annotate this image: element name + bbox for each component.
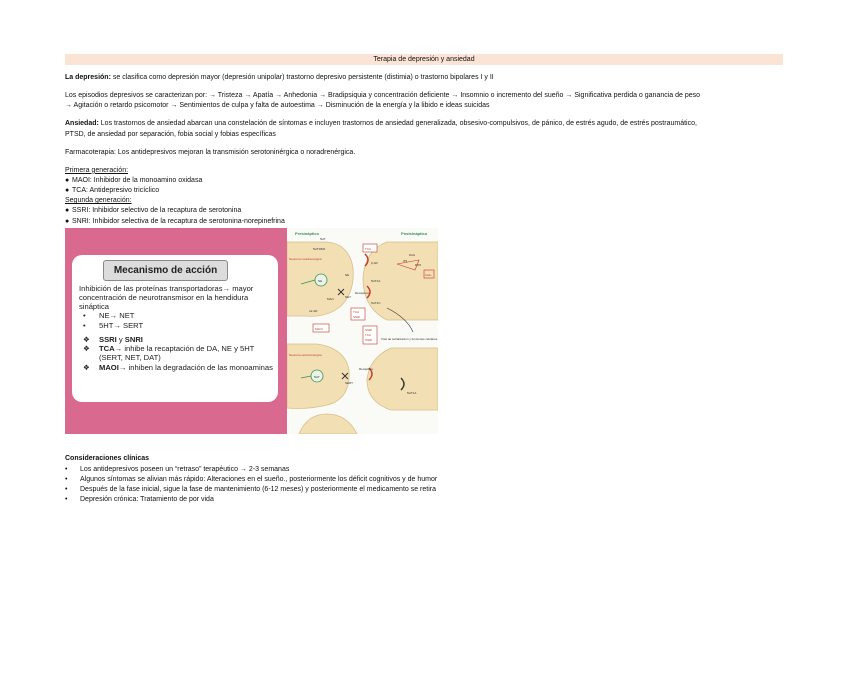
list-item-text: TCA: Antidepresivo tricíclico xyxy=(72,187,160,195)
ansiedad-paragraph xyxy=(65,119,783,139)
list-item xyxy=(65,465,783,475)
diagram-label: MAOI xyxy=(315,326,323,331)
segunda-generacion-title: Segunda generación: xyxy=(65,197,132,205)
diagram-label: TCA xyxy=(353,309,359,314)
diagram-label: 5HT1A xyxy=(407,390,417,395)
diagram-label: 5HT1B/D xyxy=(313,246,326,251)
list-item-text: SNRI: Inhibidor selectiva de la recaptura de serotonina-norepinefrina xyxy=(72,217,285,225)
bullet-icon: ● xyxy=(65,187,70,195)
episodios-line-1: Los episodios depresivos se caracterizan por: → Tristeza → Apatía → Anhedonia → Bradipsiquia y concentración deficiente → Insomnio o incremento del sueño → Significativa perdida o ganancia de peso xyxy=(65,92,701,100)
card-body xyxy=(79,284,275,372)
card-sub-item-text: 5HT→ SERT xyxy=(99,320,144,330)
diagram-label: SSRI xyxy=(365,327,373,332)
diagram-label: SNRI xyxy=(365,337,373,342)
diagram-label: MAO xyxy=(327,296,334,301)
depresion-label: La depresión: xyxy=(65,74,111,81)
diagram-label: DAG xyxy=(409,252,416,257)
slide-background xyxy=(65,228,287,434)
diagram-label: 5HT xyxy=(314,374,320,379)
bullet-icon: • xyxy=(83,311,86,321)
card-drug-item xyxy=(79,335,275,344)
list-item-text: SSRI: Inhibidor selectivo de la recaptura de serotonina xyxy=(72,207,242,215)
label-recapture: Recaptura xyxy=(359,366,373,371)
ansiedad-label: Ansiedad: xyxy=(65,120,99,128)
diamond-bullet-icon: ❖ xyxy=(83,362,90,372)
bullet-icon: ● xyxy=(65,176,70,184)
card-sub-item-text: NE→ NET xyxy=(99,311,135,321)
list-item xyxy=(65,495,783,505)
list-item xyxy=(65,217,783,227)
card-sub-item xyxy=(79,321,275,330)
label-noradrenergic: Neurona noradrenérgica xyxy=(289,256,322,261)
synapse-diagram xyxy=(287,228,438,434)
episodios-paragraph xyxy=(65,91,783,111)
card-title: Mecanismo de acción xyxy=(103,260,228,281)
drug-description: → inhibe la recaptación de DA, NE y 5HT (SERT, NET, DAT) xyxy=(99,344,255,363)
label-recapture: Recaptura xyxy=(355,290,369,295)
diagram-label: NET xyxy=(345,294,351,299)
label-signaling: Vías de señalización y funciones celulares xyxy=(381,336,438,341)
document-title: Terapia de depresión y ansiedad xyxy=(65,54,783,65)
diagram-label: Ca2+ xyxy=(425,272,432,277)
diagram-label: PIP2 xyxy=(415,262,422,267)
bullet-icon: • xyxy=(83,320,86,330)
depresion-text: se clasifica como depresión mayor (depresión unipolar) trastorno depresivo persistente (distimia) o trastorno bipolares I y II xyxy=(110,74,494,81)
card-sub-item xyxy=(79,311,275,320)
drug-name: MAOI xyxy=(99,362,119,372)
label-postsynaptic: Postsináptico xyxy=(401,230,428,236)
list-item xyxy=(65,206,783,216)
ansiedad-line-2: PTSD, de ansiedad por separación, fobia social y fobias específicas xyxy=(65,130,276,138)
drug-name: SNRI xyxy=(124,334,143,344)
neuron-terminal xyxy=(299,414,357,434)
mechanism-figure xyxy=(65,228,438,434)
drug-connector: y xyxy=(116,334,125,344)
diagram-label: 5HT2C xyxy=(371,300,381,305)
diagram-label: β AR xyxy=(371,260,378,265)
drug-name: TCA xyxy=(99,344,115,354)
diagram-label: 5HT2A xyxy=(371,278,381,283)
diagram-label: SNRI xyxy=(353,314,361,319)
bullet-icon: ● xyxy=(65,207,70,215)
bullet-icon: ● xyxy=(65,217,70,225)
list-item-text: Algunos síntomas se alivian más rápido: Alteraciones en el sueño., posteriormente los déficit cognitivos y de humor xyxy=(80,475,438,483)
label-presynaptic: Presináptico xyxy=(295,230,320,236)
diagram-label: TCA xyxy=(365,246,371,251)
consideraciones-title: Consideraciones clínicas xyxy=(65,454,150,462)
diagram-label: NE xyxy=(345,272,350,277)
episodios-line-2: → Agitación o retardo psicomotor → Sentimientos de culpa y falta de autoestima → Disminución de la energía y la libido e ideas suicidas xyxy=(65,102,490,110)
list-item-text: Los antidepresivos poseen un “retraso” terapéutico → 2-3 semanas xyxy=(80,465,290,473)
diamond-bullet-icon: ❖ xyxy=(83,334,90,344)
list-item xyxy=(65,485,783,495)
list-item xyxy=(65,475,783,485)
diagram-label: TCA xyxy=(365,332,371,337)
drug-description: → inhiben la degradación de las monoaminas xyxy=(118,362,273,372)
bullet-icon: • xyxy=(65,475,68,483)
list-item-text: Depresión crónica: Tratamiento de por vida xyxy=(80,496,214,504)
label-serotonergic: Neurona serotoninérgica xyxy=(289,352,322,357)
card-drug-item xyxy=(79,363,275,372)
synapse-svg xyxy=(287,228,438,434)
document xyxy=(65,54,783,505)
drug-name: SSRI xyxy=(99,334,117,344)
card-drug-item xyxy=(79,344,275,363)
generation-list xyxy=(65,166,783,227)
diagram-label: IP3 xyxy=(403,258,408,263)
bullet-icon: • xyxy=(65,486,68,494)
list-item-text: Después de la fase inicial, sigue la fase de mantenimiento (6-12 meses) y posteriormente el medicamento se retira xyxy=(80,486,437,494)
primera-generacion-title: Primera generación: xyxy=(65,166,129,174)
farmacoterapia: Farmacoterapia: Los antidepresivos mejoran la transmisión serotoninérgica o noradrenérgica. xyxy=(65,148,356,156)
diagram-label: 5HT xyxy=(320,236,326,241)
list-item-text: MAOI: Inhibidor de la monoamino oxidasa xyxy=(72,176,203,184)
diagram-label: NE xyxy=(318,278,323,283)
list-item xyxy=(65,186,783,196)
depresion-paragraph xyxy=(65,73,783,83)
slide-card xyxy=(72,255,278,402)
diamond-bullet-icon: ❖ xyxy=(83,344,90,354)
consideraciones-section xyxy=(65,454,783,506)
bullet-icon: • xyxy=(65,496,68,504)
card-intro: Inhibición de las proteínas transportadoras→ mayor concentración de neurotransmisor en la hendidura sináptica xyxy=(79,283,254,312)
ansiedad-text: Los trastornos de ansiedad abarcan una constelación de síntomas e incluyen trastornos de ansiedad generalizada, obsesivo-compulsivos, de pánico, de estrés agudo, de estrés postraumático, xyxy=(98,120,697,128)
diagram-label: α2 AR xyxy=(309,308,318,313)
diagram-label: SERT xyxy=(345,380,353,385)
list-item xyxy=(65,176,783,186)
bullet-icon: • xyxy=(65,465,68,473)
